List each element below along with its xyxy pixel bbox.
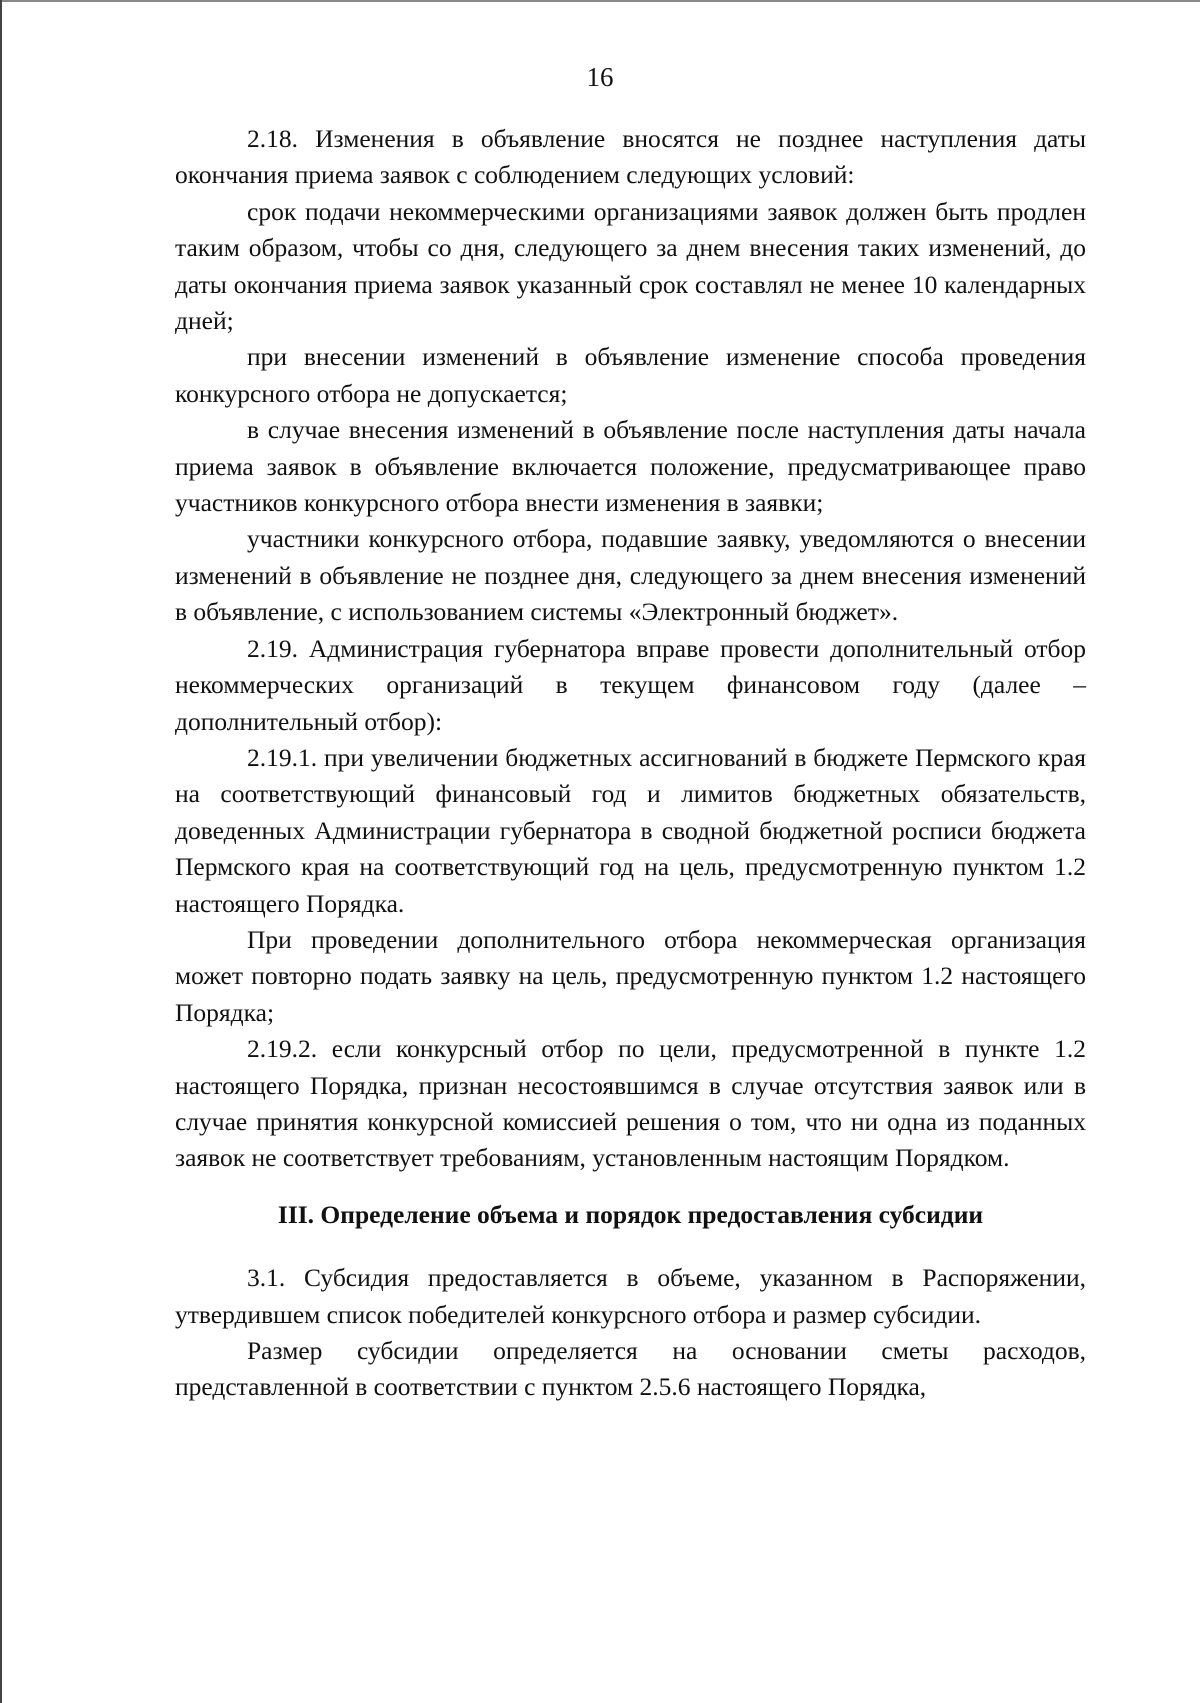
paragraph-deadline-extension: срок подачи некоммерческими организациями заявок должен быть продлен таким образом, чтобы со дня, следующего за днем внесения таких изменений, до даты окончания приема заявок указанный срок составлял не менее 10 календарных дней; [175,196,1086,336]
paragraph-3-1: 3.1. Субсидия предоставляется в объеме, указанном в Распоряжении, утвердившем список победителей конкурсного отбора и размер субсидии. [175,1263,1086,1329]
paragraph-subsidy-amount: Размер субсидии определяется на основании сметы расходов, представленной в соответствии с пунктом 2.5.6 настоящего Порядка, [175,1336,1086,1402]
page-number: 16 [586,62,614,92]
paragraph-changes-after-start: в случае внесения изменений в объявление после наступления даты начала приема заявок в объявление включается положение, предусматривающее право участников конкурсного отбора внести изменения в заявки; [175,415,1086,518]
document-body [175,121,1086,1406]
paragraph-2-19: 2.19. Администрация губернатора вправе провести дополнительный отбор некоммерческих организаций в текущем финансовом году (далее – дополнительный отбор): [175,633,1086,736]
paragraph-method-change: при внесении изменений в объявление изменение способа проведения конкурсного отбора не допускается; [175,342,1086,408]
scan-top-edge [0,0,1200,2]
scan-left-edge [0,0,2,1703]
paragraph-2-19-1: 2.19.1. при увеличении бюджетных ассигнований в бюджете Пермского края на соответствующий финансовый год и лимитов бюджетных обязательств, доведенных Администрации губернатора в сводной бюджетной росписи бюджета Пермского края на соответствующий год на цель, предусмотренную пунктом 1.2 настоящего Порядка. [175,742,1086,918]
section-heading: III. Определение объема и порядок предоставления субсидии [277,1199,984,1229]
paragraph-participant-notification: участники конкурсного отбора, подавшие заявку, уведомляются о внесении изменений в объявление не позднее дня, следующего за днем внесения изменений в объявление, с использованием системы «Электронный бюджет». [175,524,1086,627]
paragraph-additional-selection: При проведении дополнительного отбора некоммерческая организация может повторно подать заявку на цель, предусмотренную пунктом 1.2 настоящего Порядка; [175,924,1086,1027]
paragraph-2-19-2: 2.19.2. если конкурсный отбор по цели, предусмотренной в пункте 1.2 настоящего Порядка, признан несостоявшимся в случае отсутствия заявок или в случае принятия конкурсной комиссией решения о том, что ни одна из поданных заявок не соответствует требованиям, установленным настоящим Порядком. [175,1034,1086,1173]
paragraph-2-18: 2.18. Изменения в объявление вносятся не позднее наступления даты окончания приема заявок с соблюдением следующих условий: [175,124,1086,190]
